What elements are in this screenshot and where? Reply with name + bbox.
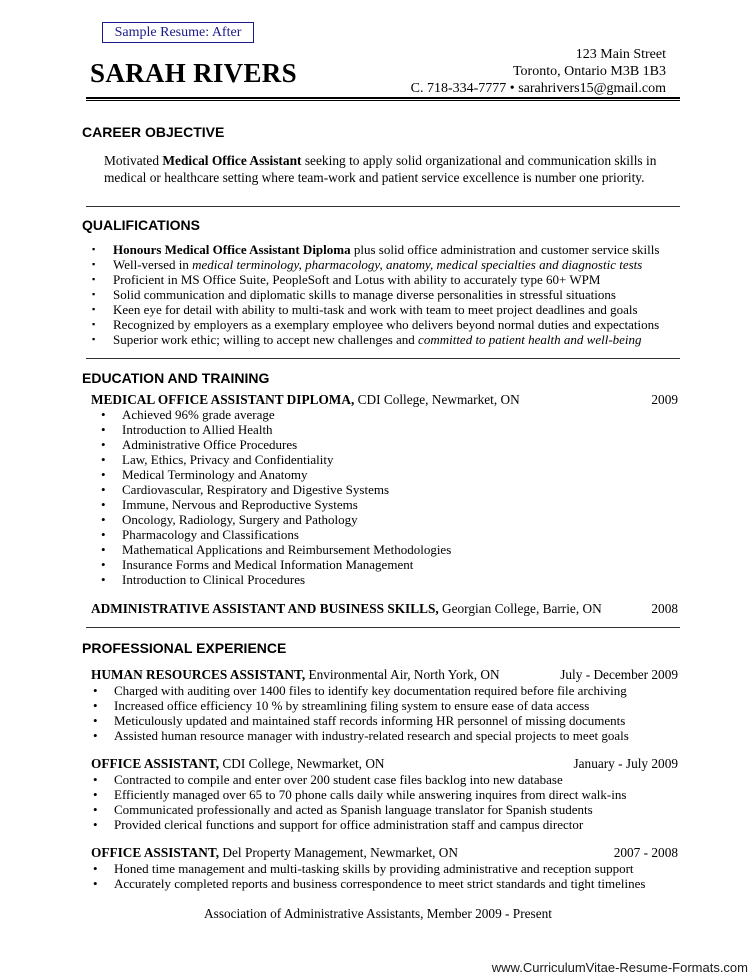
- degree-1: MEDICAL OFFICE ASSISTANT DIPLOMA, CDI College, Newmarket, ON: [91, 392, 520, 407]
- job-1-title: HUMAN RESOURCES ASSISTANT, Environmental Air, North York, ON: [91, 667, 500, 682]
- bullet-icon: •: [93, 861, 98, 876]
- bullet-icon: •: [93, 713, 98, 728]
- bullet-icon: •: [93, 772, 98, 787]
- list-item: • Administrative Office Procedures: [101, 437, 298, 452]
- section-rule: [86, 206, 680, 207]
- job-3-duties: [93, 861, 646, 891]
- list-item: • Meticulously updated and maintained staff records informing HR personnel of missing documents: [93, 713, 626, 728]
- bullet-icon: •: [101, 467, 106, 482]
- degree-2-year: 2008: [651, 601, 678, 616]
- bullet-icon: •: [93, 876, 98, 891]
- bullet-icon: •: [101, 497, 106, 512]
- sample-tag: Sample Resume: After: [102, 22, 254, 43]
- bullet-icon: •: [101, 542, 106, 557]
- list-item: • Mathematical Applications and Reimbursement Methodologies: [101, 542, 452, 557]
- contact-line: C. 718-334-7777 • sarahrivers15@gmail.com: [410, 81, 666, 96]
- list-item: • Introduction to Allied Health: [101, 422, 273, 437]
- bullet-icon: •: [101, 437, 106, 452]
- bullet-icon: •: [101, 572, 106, 587]
- list-item: • Increased office efficiency 10 % by streamlining filing system to ensure ease of data access: [93, 698, 590, 713]
- bullet-icon: •: [93, 802, 98, 817]
- list-item: • Provided clerical functions and support for office administration staff and campus director: [93, 817, 584, 832]
- section-rule: [86, 627, 680, 628]
- list-item: • Cardiovascular, Respiratory and Digestive Systems: [101, 482, 390, 497]
- career-text: Motivated Medical Office Assistant seeking to apply solid organizational and communication skills in medical or healthcare setting where team-work and patient service excellence is number one priority.: [104, 153, 657, 185]
- list-item: • Law, Ethics, Privacy and Confidentiality: [101, 452, 334, 467]
- list-item: • Oncology, Radiology, Surgery and Pathology: [101, 512, 358, 527]
- section-rule: [86, 358, 680, 359]
- list-item: • Insurance Forms and Medical Information Management: [101, 557, 414, 572]
- list-item: • Assisted human resource manager with industry-related research and special projects to meet goals: [93, 728, 629, 743]
- job-1-dates: July - December 2009: [560, 667, 678, 682]
- job-2-duties: [93, 772, 627, 832]
- career-heading: CAREER OBJECTIVE: [82, 124, 225, 140]
- job-2-dates: January - July 2009: [573, 756, 678, 771]
- list-item: • Honed time management and multi-tasking skills by providing administrative and reception support: [93, 861, 634, 876]
- education-heading: EDUCATION AND TRAINING: [82, 370, 270, 386]
- address-street: 123 Main Street: [575, 47, 666, 62]
- list-item: • Introduction to Clinical Procedures: [101, 572, 306, 587]
- list-item: ▪ Honours Medical Office Assistant Diploma plus solid office administration and customer service skills: [92, 242, 660, 257]
- list-item: • Immune, Nervous and Reproductive Systems: [101, 497, 358, 512]
- job-3-dates: 2007 - 2008: [613, 845, 678, 860]
- bullet-icon: •: [93, 787, 98, 802]
- bullet-icon: •: [101, 527, 106, 542]
- job-3-title: OFFICE ASSISTANT, Del Property Management, Newmarket, ON: [91, 845, 458, 860]
- list-item: ▪ Superior work ethic; willing to accept new challenges and committed to patient health and well-being: [92, 332, 642, 347]
- bullet-icon: •: [101, 452, 106, 467]
- bullet-icon: •: [93, 817, 98, 832]
- bullet-icon: •: [93, 698, 98, 713]
- degree-1-year: 2009: [651, 392, 678, 407]
- list-item: • Charged with auditing over 1400 files to identify key documentation required before file archiving: [93, 683, 627, 698]
- qualifications-list: [92, 242, 660, 347]
- list-item: • Medical Terminology and Anatomy: [101, 467, 308, 482]
- list-item: • Accurately completed reports and business correspondence to meet strict standards and tight timelines: [93, 876, 646, 891]
- bullet-icon: •: [101, 557, 106, 572]
- bullet-icon: •: [93, 683, 98, 698]
- courses-list: [101, 407, 452, 587]
- list-item: • Achieved 96% grade average: [101, 407, 275, 422]
- membership-line: Association of Administrative Assistants, Member 2009 - Present: [204, 906, 552, 921]
- list-item: • Pharmacology and Classifications: [101, 527, 299, 542]
- list-item: • Contracted to compile and enter over 200 student case files backlog into new database: [93, 772, 563, 787]
- list-item: ▪ Well-versed in medical terminology, pharmacology, anatomy, medical specialties and diagnostic tests: [92, 257, 643, 272]
- list-item: ▪ Solid communication and diplomatic skills to manage diverse personalities in stressful situations: [92, 287, 616, 302]
- list-item: ▪ Recognized by employers as a exemplary employee who delivers beyond normal duties and expectations: [92, 317, 660, 332]
- job-2-title: OFFICE ASSISTANT, CDI College, Newmarket, ON: [91, 756, 385, 771]
- degree-2: ADMINISTRATIVE ASSISTANT AND BUSINESS SKILLS, Georgian College, Barrie, ON: [91, 601, 602, 616]
- qualifications-heading: QUALIFICATIONS: [82, 217, 200, 233]
- bullet-icon: •: [101, 482, 106, 497]
- experience-heading: PROFESSIONAL EXPERIENCE: [82, 640, 287, 656]
- job-1-duties: [93, 683, 629, 743]
- bullet-icon: •: [101, 422, 106, 437]
- bullet-icon: •: [101, 407, 106, 422]
- resume-name: SARAH RIVERS: [90, 58, 297, 88]
- list-item: ▪ Proficient in MS Office Suite, PeopleSoft and Lotus with ability to accurately type 60+ WPM: [92, 272, 601, 287]
- address-city: Toronto, Ontario M3B 1B3: [512, 64, 666, 79]
- header-rule: [86, 97, 680, 101]
- list-item: • Communicated professionally and acted as Spanish language translator for Spanish students: [93, 802, 593, 817]
- bullet-icon: •: [101, 512, 106, 527]
- watermark-url: www.CurriculumVitae-Resume-Formats.com: [491, 960, 748, 975]
- bullet-icon: •: [93, 728, 98, 743]
- list-item: ▪ Keen eye for detail with ability to multi-task and work with team to meet project deadlines and goals: [92, 302, 638, 317]
- list-item: • Efficiently managed over 65 to 70 phone calls daily while answering inquires from direct walk-ins: [93, 787, 627, 802]
